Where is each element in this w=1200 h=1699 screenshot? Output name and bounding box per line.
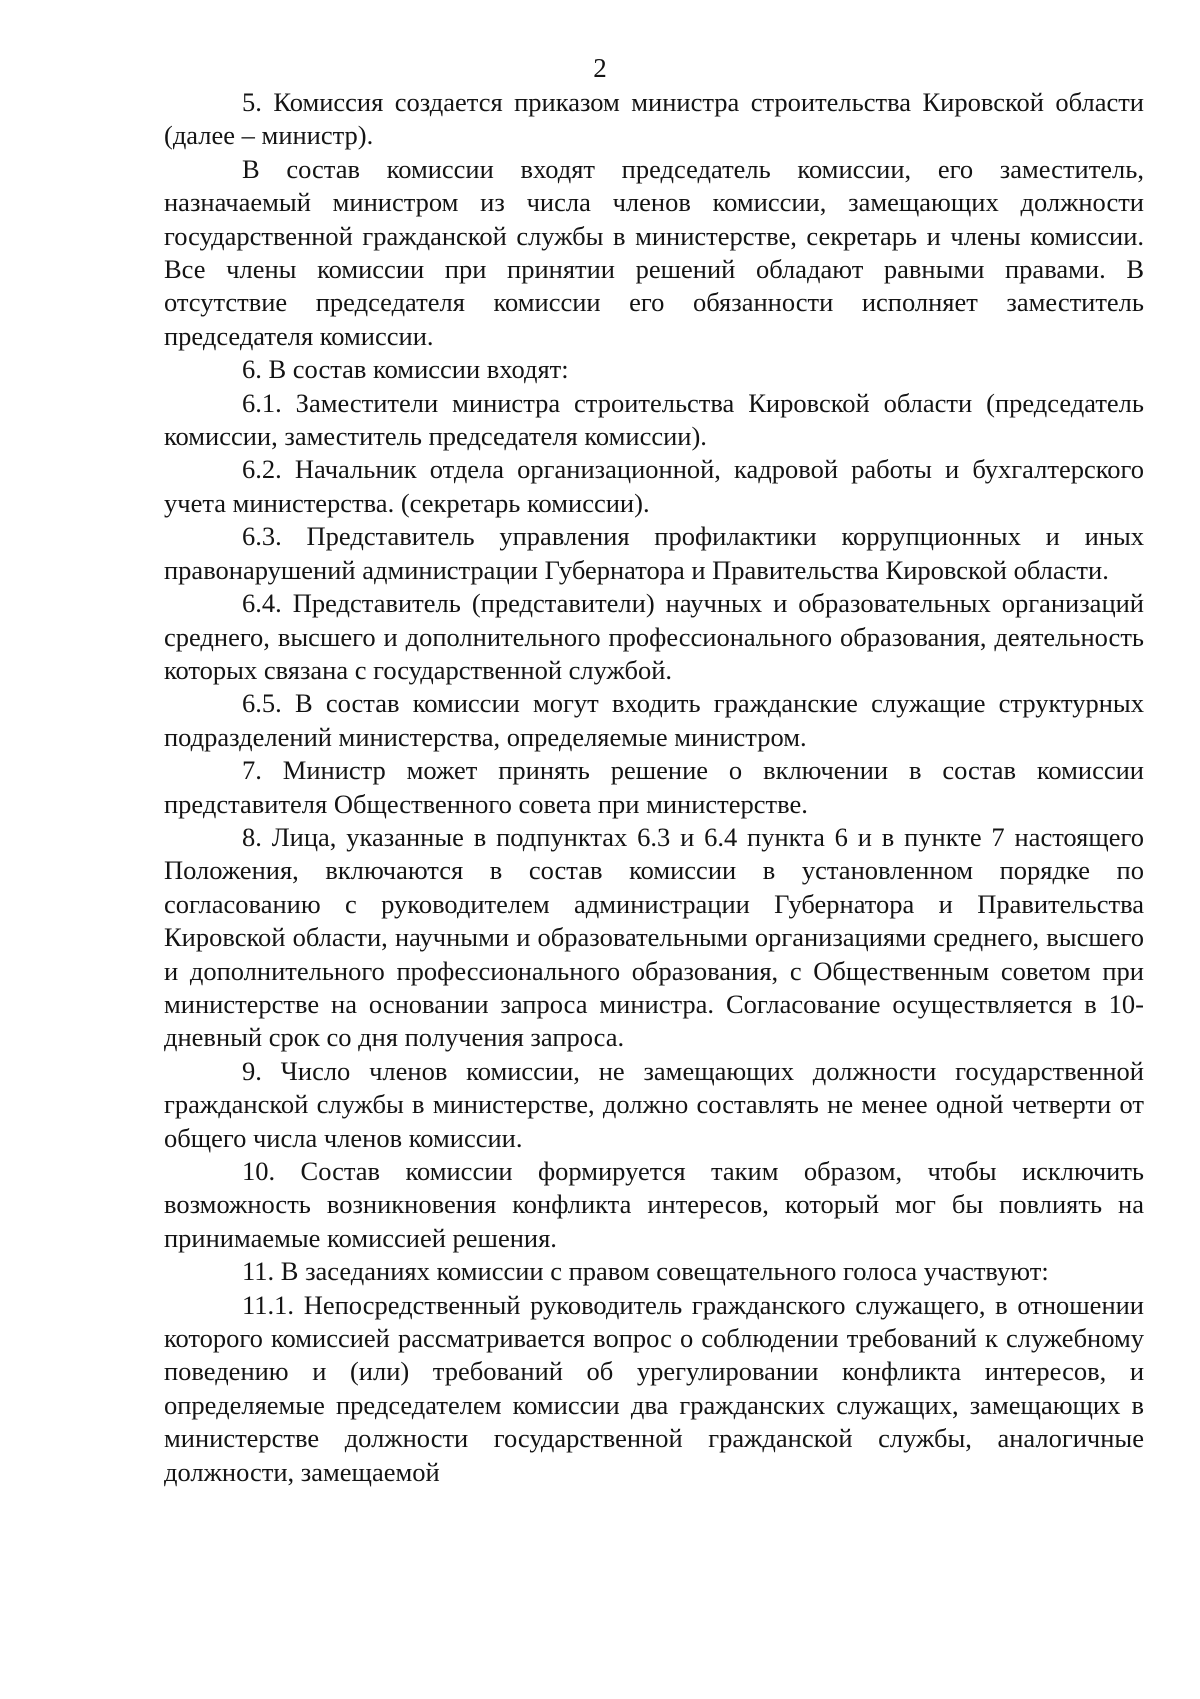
paragraph-11-1: 11.1. Непосредственный руководитель гражданского служащего, в отношении которого комиссией рассматривается вопрос о соблюдении требований к служебному поведению и (или) требований об урегулировании конфликта интересов, и определяемые председателем комиссии два гражданских служащих, замещающих в министерстве должности государственной гражданской службы, аналогичные должности, замещаемой xyxy=(164,1289,1144,1487)
paragraph-6-1: 6.1. Заместители министра строительства Кировской области (председатель комиссии, заместитель председателя комиссии). xyxy=(164,387,1144,452)
paragraph-5: 5. Комиссия создается приказом министра строительства Кировской области (далее – министр). xyxy=(164,87,1144,151)
page-number: 2 xyxy=(593,53,607,83)
paragraph-11: 11. В заседаниях комиссии с правом совещательного голоса участвуют: xyxy=(242,1256,1049,1287)
paragraph-7: 7. Министр может принять решение о включении в состав комиссии представителя Общественного совета при министерстве. xyxy=(164,755,1144,819)
paragraph-6-5: 6.5. В состав комиссии могут входить гражданские служащие структурных подразделений министерства, определяемые министром. xyxy=(164,688,1144,752)
paragraph-6-3: 6.3. Представитель управления профилактики коррупционных и иных правонарушений администрации Губернатора и Правительства Кировской области. xyxy=(164,521,1144,585)
paragraph-6-4: 6.4. Представитель (представители) научных и образовательных организаций среднего, высшего и дополнительного профессионального образования, деятельность которых связана с государственной службой. xyxy=(164,588,1144,685)
paragraph-9: 9. Число членов комиссии, не замещающих должности государственной гражданской службы в министерстве, должно составлять не менее одной четверти от общего числа членов комиссии. xyxy=(164,1055,1144,1153)
paragraph-10: 10. Состав комиссии формируется таким образом, чтобы исключить возможность возникновения конфликта интересов, который мог бы повлиять на принимаемые комиссией решения. xyxy=(164,1156,1144,1253)
paragraph-8: 8. Лица, указанные в подпунктах 6.3 и 6.4 пункта 6 и в пункте 7 настоящего Положения, включаются в состав комиссии в установленном порядке по согласованию с руководителем администрации Губернатора и Правительства Кировской области, научными и образовательными организациями среднего, высшего и дополнительного профессионального образования, с Общественным советом при министерстве на основании запроса министра. Согласование осуществляется в 10-дневный срок со дня получения запроса. xyxy=(164,821,1144,1053)
paragraph-6-2: 6.2. Начальник отдела организационной, кадровой работы и бухгалтерского учета министерства. (секретарь комиссии). xyxy=(164,454,1144,518)
paragraph-5-composition: В состав комиссии входят председатель комиссии, его заместитель, назначаемый министром из числа членов комиссии, замещающих должности государственной гражданской службы в министерстве, секретарь и члены комиссии. Все члены комиссии при принятии решений обладают равными правами. В отсутствие председателя комиссии его обязанности исполняет заместитель председателя комиссии. xyxy=(164,153,1144,351)
paragraph-6: 6. В состав комиссии входят: xyxy=(242,354,569,385)
document-body xyxy=(164,86,1144,1489)
